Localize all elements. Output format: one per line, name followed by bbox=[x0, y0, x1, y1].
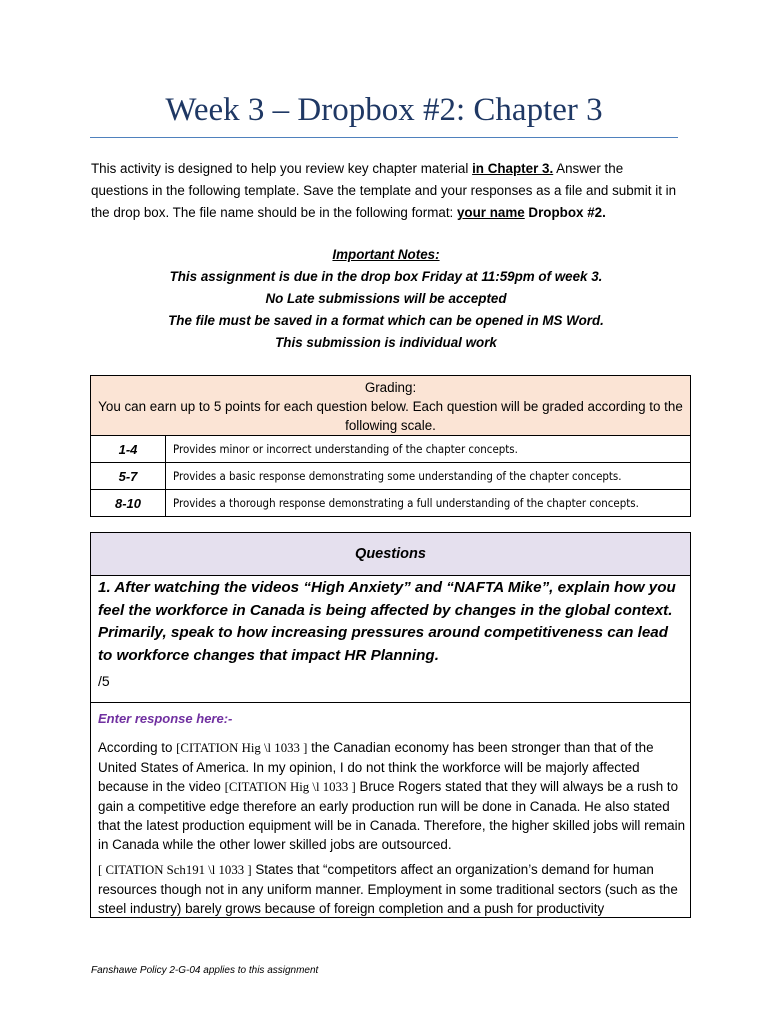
citation-field: [CITATION Hig \l 1033 ] bbox=[224, 780, 356, 794]
response-text: the Canadian economy has been stronger than that of the United States of America. In my opinion, I do not think the workforce will be majorly affected because in the video bbox=[98, 740, 654, 794]
citation-field: [ CITATION Sch191 \l 1033 ] bbox=[98, 863, 252, 877]
grading-header bbox=[91, 376, 691, 436]
note-line: This submission is individual work bbox=[275, 335, 497, 350]
response-text: According to bbox=[98, 740, 177, 755]
intro-text-2: Answer the questions in the following template. Save the template and your responses as a file and submit it in the drop box. The file name should be in the following format: bbox=[91, 161, 677, 220]
notes-heading: Important Notes: bbox=[332, 247, 440, 262]
chapter-reference: in Chapter 3. bbox=[472, 161, 554, 176]
grading-row bbox=[91, 463, 691, 490]
note-line: This assignment is due in the drop box Friday at 11:59pm of week 3. bbox=[169, 269, 603, 284]
grading-description-cell: Provides a basic response demonstrating some understanding of the chapter concepts. bbox=[166, 463, 691, 490]
grading-row bbox=[91, 490, 691, 517]
grading-description-cell: Provides minor or incorrect understanding of the chapter concepts. bbox=[166, 436, 691, 463]
footer-policy: Fanshawe Policy 2-G-04 applies to this assignment bbox=[91, 965, 319, 976]
response-text: Bruce Rogers stated that they will always be a rush to gain a competitive edge therefore an early production run will be done in Canada. He also stated that the latest production equipment will be in Canada. Therefore, the higher skilled jobs will remain in Canada while the other lower skilled jobs are outsourced. bbox=[98, 779, 686, 852]
question-1-points: /5 bbox=[98, 673, 110, 689]
response-paragraph-1 bbox=[98, 738, 688, 854]
grading-heading: Grading: bbox=[364, 380, 417, 395]
intro-text-1: This activity is designed to help you review key chapter material bbox=[91, 161, 473, 176]
grading-score: 5-7 bbox=[91, 463, 166, 490]
note-line: The file must be saved in a format which can be opened in MS Word. bbox=[168, 313, 604, 328]
response-paragraph-2 bbox=[98, 860, 688, 918]
grading-score: 1-4 bbox=[91, 436, 166, 463]
grading-table bbox=[90, 375, 691, 517]
dropbox-label: Dropbox #2. bbox=[524, 205, 606, 220]
question-1-text: 1. After watching the videos “High Anxiety” and “NAFTA Mike”, explain how you feel the workforce in Canada is being affected by changes in the global context. Primarily, speak to how increasing pressures around competitiveness can lead to workforce changes that impact HR Planning. bbox=[98, 579, 676, 664]
questions-heading: Questions bbox=[91, 533, 690, 576]
page-title: Week 3 – Dropbox #2: Chapter 3 bbox=[165, 92, 603, 128]
grading-score: 8-10 bbox=[91, 490, 166, 517]
citation-field: [CITATION Hig \l 1033 ] bbox=[176, 741, 308, 755]
grading-description-cell: Provides a thorough response demonstrating a full understanding of the chapter concepts. bbox=[166, 490, 691, 517]
note-line: No Late submissions will be accepted bbox=[265, 291, 507, 306]
your-name-label: your name bbox=[456, 205, 525, 220]
important-notes bbox=[91, 244, 681, 354]
response-text-area[interactable] bbox=[98, 738, 688, 924]
response-text: States that “competitors affect an organization’s demand for human resources though not in any uniform manner. Employment in some traditional sectors (such as the steel industry) barely grows because of foreign completion and a push for productivity bbox=[98, 862, 678, 916]
intro-paragraph bbox=[91, 158, 681, 224]
grading-description: You can earn up to 5 points for each question below. Each question will be graded according to the following scale. bbox=[98, 399, 683, 433]
grading-row bbox=[91, 436, 691, 463]
response-divider bbox=[91, 702, 690, 703]
questions-table bbox=[90, 532, 691, 918]
title-divider bbox=[90, 137, 678, 138]
response-prompt: Enter response here:- bbox=[98, 711, 233, 726]
